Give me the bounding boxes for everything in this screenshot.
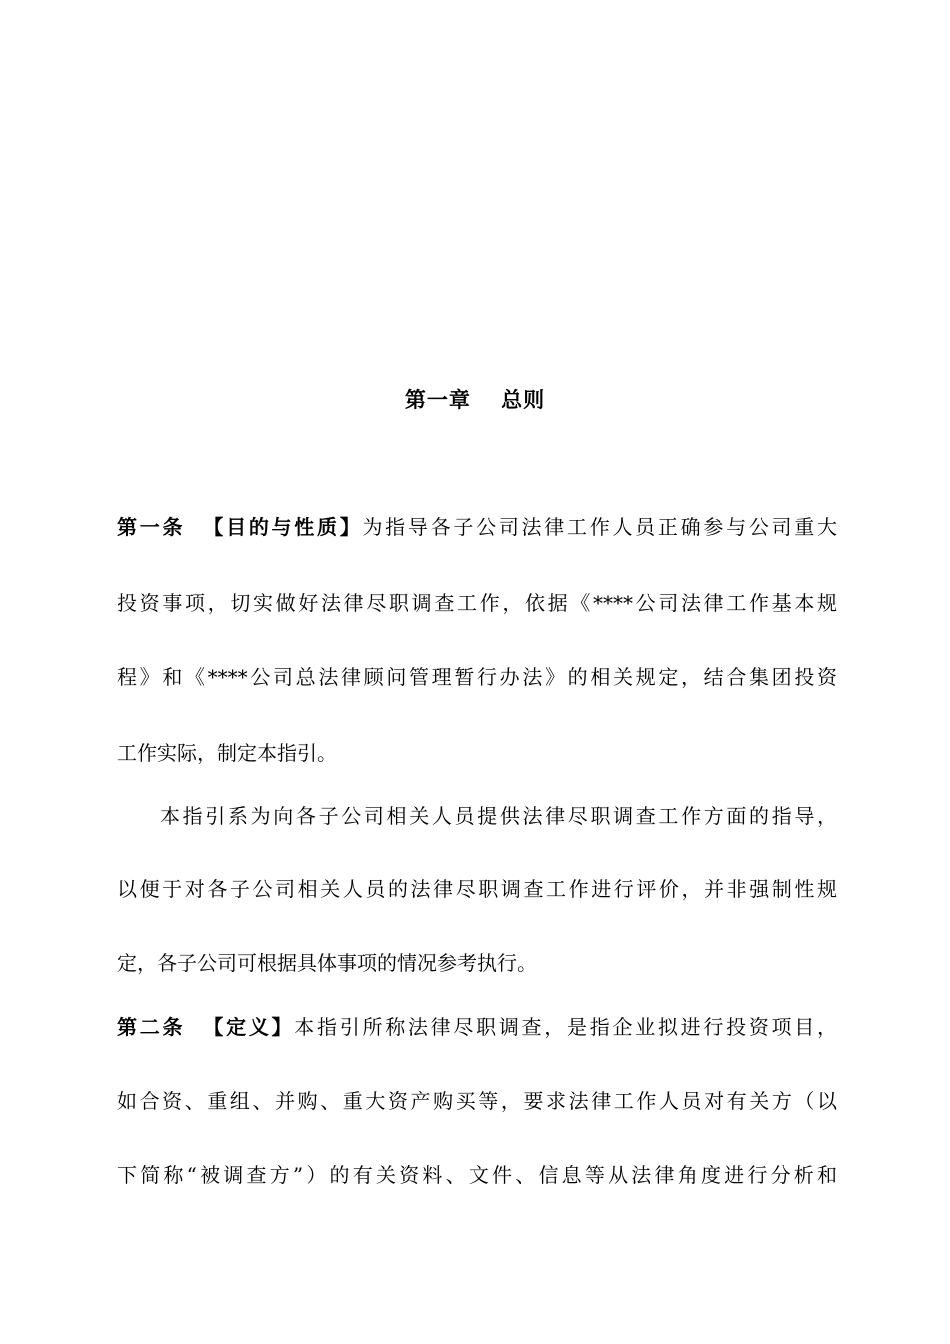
article1-topic: 【目的与性质】 xyxy=(203,515,363,539)
article1-line1 xyxy=(117,512,837,542)
paragraph2-line1: 本指引系为向各子公司相关人员提供法律尽职调查工作方面的指导， xyxy=(160,804,837,828)
article1-line4: 工作实际，制定本指引。 xyxy=(117,741,337,765)
article2-topic: 【定义】 xyxy=(203,1015,295,1039)
paragraph2-line3: 定，各子公司可根据具体事项的情况参考执行。 xyxy=(117,951,537,975)
article2-line2: 如合资、重组、并购、重大资产购买等，要求法律工作人员对有关方（以 xyxy=(117,1089,837,1113)
article1-line2: 投资事项，切实做好法律尽职调查工作，依据《****公司法律工作基本规 xyxy=(117,591,837,615)
article1-line3: 程》和《****公司总法律顾问管理暂行办法》的相关规定，结合集团投资 xyxy=(117,665,837,689)
chapter-title: 第一章 总则 xyxy=(404,387,546,412)
paragraph2-line2: 以便于对各子公司相关人员的法律尽职调查工作进行评价，并非强制性规 xyxy=(117,877,837,901)
article1-heading: 第一条 xyxy=(117,515,186,539)
article2-line3: 下简称“被调查方”）的有关资料、文件、信息等从法律角度进行分析和 xyxy=(117,1163,837,1187)
article2-line1 xyxy=(117,1012,837,1042)
article2-heading: 第二条 xyxy=(117,1015,186,1039)
article1-line1-text: 为指导各子公司法律工作人员正确参与公司重大 xyxy=(362,515,837,539)
article2-line1-text: 本指引所称法律尽职调查，是指企业拟进行投资项目， xyxy=(294,1015,837,1039)
